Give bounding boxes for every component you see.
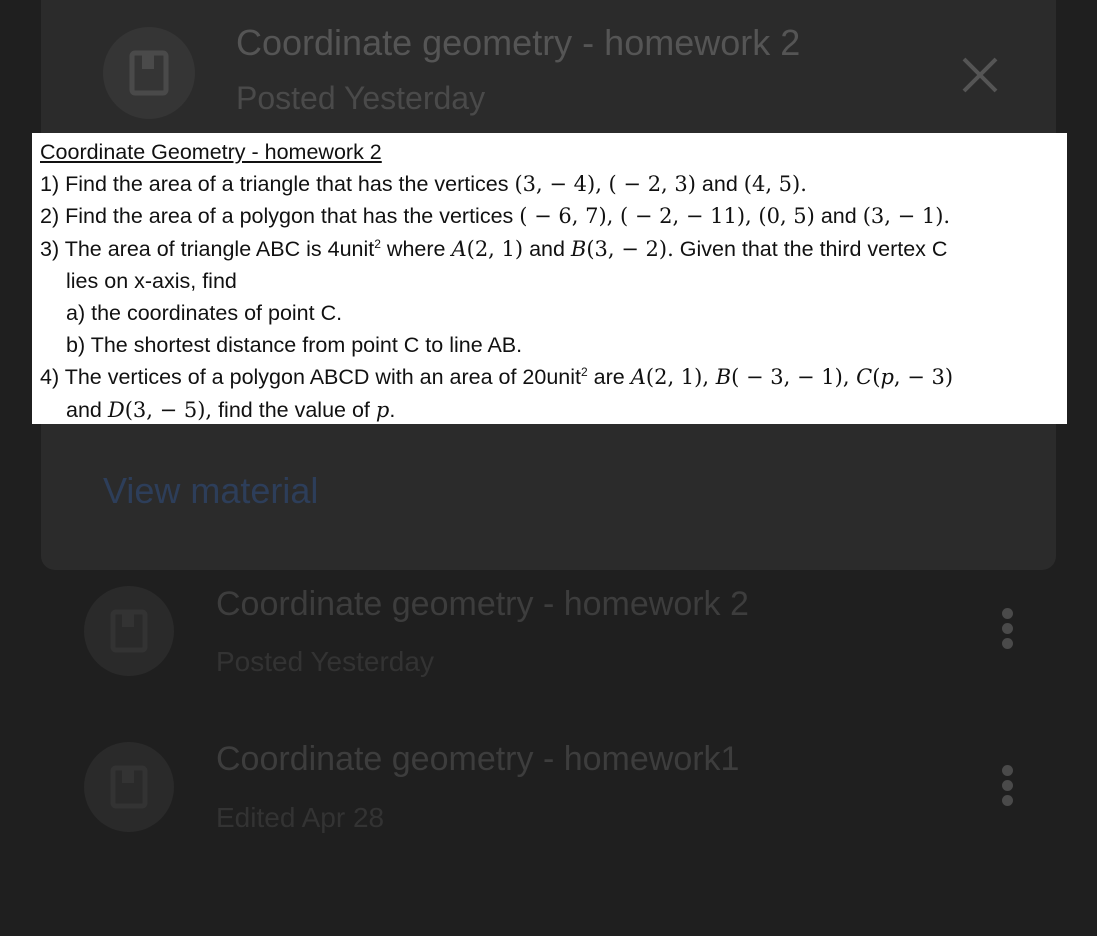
q4-math-4: ( − 3, − 1), bbox=[731, 365, 857, 390]
q4-sup: 2 bbox=[581, 365, 588, 380]
q3-text-3: and bbox=[523, 236, 571, 261]
q3-math-4: (3, − 2). bbox=[586, 236, 674, 261]
q3-math-2: (2, 1) bbox=[466, 236, 524, 261]
question-3-line-2: lies on x-axis, find bbox=[66, 268, 237, 293]
q1-math-1: (3, − 4), ( − 2, 3) bbox=[514, 172, 696, 197]
more-vert-icon[interactable] bbox=[995, 765, 1019, 815]
q4-text: 4) The vertices of a polygon ABCD with an area of 20unit bbox=[40, 365, 581, 390]
q2-math-2: (3, − 1). bbox=[862, 204, 951, 229]
q4-l2-math-1: D bbox=[107, 397, 125, 422]
view-material-link[interactable]: View material bbox=[103, 470, 319, 511]
q2-text: 2) Find the area of a polygon that has the vertices bbox=[40, 204, 520, 229]
q4-math-6: ( bbox=[872, 365, 881, 390]
q4-l2-end: . bbox=[389, 397, 396, 422]
close-icon bbox=[950, 45, 1010, 105]
q1-text: 1) Find the area of a triangle that has the vertices bbox=[40, 172, 515, 197]
q3-sup: 2 bbox=[374, 236, 381, 251]
q3-math-1: A bbox=[451, 236, 467, 261]
q4-text-2: are bbox=[587, 365, 631, 390]
assignment-icon bbox=[84, 742, 174, 832]
q4-math-5: C bbox=[856, 365, 873, 390]
q4-l2-text-2: find the value of bbox=[212, 397, 376, 422]
question-2 bbox=[40, 200, 1059, 232]
q2-text-2: and bbox=[814, 204, 863, 229]
question-4-line-2 bbox=[40, 394, 1059, 426]
assignment-icon bbox=[103, 27, 195, 119]
q3-text-2: where bbox=[380, 236, 452, 261]
question-3-part-a: a) the coordinates of point C. bbox=[66, 301, 343, 326]
close-button[interactable] bbox=[950, 45, 1010, 105]
q4-l2-math-3: p bbox=[375, 397, 390, 422]
list-item-subtitle: Posted Yesterday bbox=[216, 646, 434, 677]
question-3-part-b: b) The shortest distance from point C to line AB. bbox=[66, 333, 523, 358]
list-item-title[interactable]: Coordinate geometry - homework1 bbox=[216, 740, 740, 778]
q4-math-2: (2, 1), bbox=[645, 365, 716, 390]
q1-math-2: (4, 5). bbox=[743, 172, 807, 197]
question-4 bbox=[40, 361, 1059, 393]
q4-math-3: B bbox=[715, 365, 732, 390]
list-item-subtitle: Edited Apr 28 bbox=[216, 802, 385, 833]
assignment-icon bbox=[84, 586, 174, 676]
card-title: Coordinate geometry - homework 2 bbox=[236, 22, 801, 63]
q3-math-3: B bbox=[570, 236, 587, 261]
card-subtitle: Posted Yesterday bbox=[236, 80, 486, 116]
q1-text-2: and bbox=[695, 172, 744, 197]
q4-l2-math-2: (3, − 5), bbox=[124, 397, 213, 422]
question-1 bbox=[40, 168, 1059, 200]
question-3 bbox=[40, 233, 1059, 265]
q2-math-1: ( − 6, 7), ( − 2, − 11), (0, 5) bbox=[519, 204, 815, 229]
sheet-heading: Coordinate Geometry - homework 2 bbox=[40, 140, 382, 164]
q3-text: 3) The area of triangle ABC is 4unit bbox=[40, 236, 375, 261]
list-item-title[interactable]: Coordinate geometry - homework 2 bbox=[216, 585, 749, 623]
q4-l2-text: and bbox=[66, 397, 108, 422]
q4-math-1: A bbox=[630, 365, 646, 390]
homework-sheet bbox=[32, 133, 1067, 424]
more-vert-icon[interactable] bbox=[995, 608, 1019, 658]
q3-text-4: Given that the third vertex C bbox=[673, 236, 948, 261]
q4-math-8: , − 3) bbox=[893, 365, 954, 390]
q4-math-7: p bbox=[880, 365, 894, 390]
